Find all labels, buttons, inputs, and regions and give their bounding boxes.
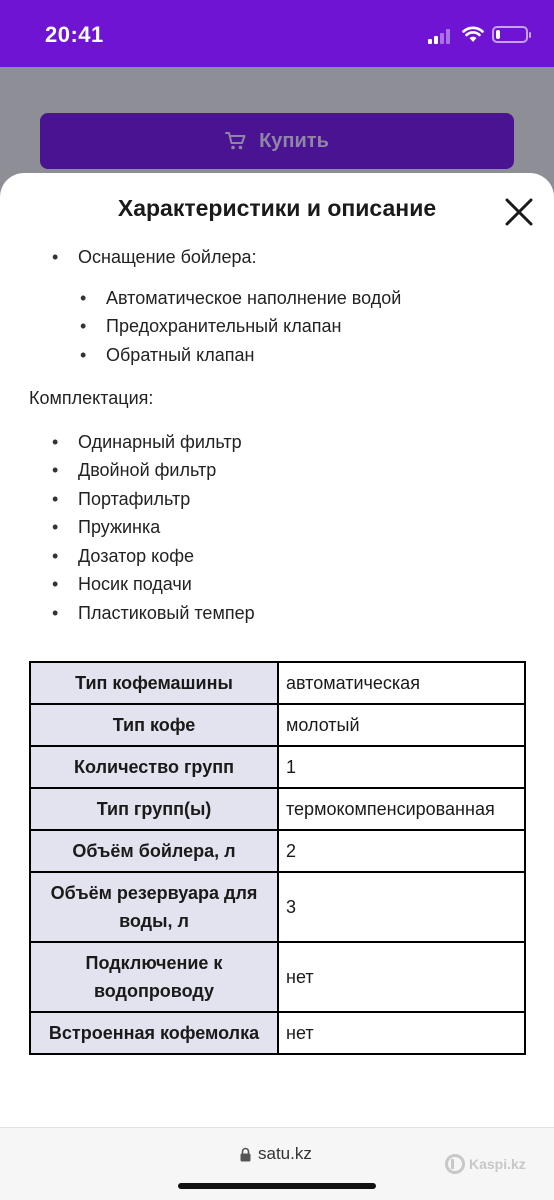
table-row: [30, 942, 525, 1012]
spec-value: термокомпенсированная: [278, 788, 525, 830]
spec-key: Подключение к водопроводу: [30, 942, 278, 1012]
table-row: [30, 830, 525, 872]
kit-list: [78, 428, 526, 628]
status-bar: [0, 0, 554, 67]
boiler-equipment-list: [106, 284, 526, 370]
battery-icon: [492, 26, 528, 43]
sheet-title: Характеристики и описание: [117, 195, 437, 221]
buy-button[interactable]: [40, 113, 514, 169]
list-item: • Портафильтр: [78, 485, 526, 514]
table-row: [30, 788, 525, 830]
url-address[interactable]: satu.kz: [258, 1144, 312, 1163]
list-item: • Одинарный фильтр: [78, 428, 526, 457]
spec-value: молотый: [278, 704, 525, 746]
characteristics-sheet: [0, 173, 554, 1200]
list-item: • Обратный клапан: [106, 341, 526, 370]
spec-key: Тип кофемашины: [30, 662, 278, 704]
list-item: • Пластиковый темпер: [78, 599, 526, 628]
spec-key: Объём резервуара для воды, л: [30, 872, 278, 942]
table-row: [30, 662, 525, 704]
status-time: 20:41: [45, 22, 104, 47]
list-item: • Двойной фильтр: [78, 456, 526, 485]
kaspi-watermark: [445, 1154, 526, 1174]
spec-value: 3: [278, 872, 525, 942]
spec-value: нет: [278, 1012, 525, 1054]
spec-value: автоматическая: [278, 662, 525, 704]
table-row: [30, 746, 525, 788]
kit-title: Комплектация:: [29, 388, 154, 408]
table-row: [30, 872, 525, 942]
buy-button-label: Купить: [259, 129, 329, 152]
table-row: [30, 704, 525, 746]
spec-key: Встроенная кофемолка: [30, 1012, 278, 1054]
cart-icon: [225, 131, 247, 151]
list-item: • Дозатор кофе: [78, 542, 526, 571]
spec-key: Количество групп: [30, 746, 278, 788]
close-button[interactable]: [500, 193, 538, 231]
close-icon: [500, 193, 538, 231]
browser-bottom-bar: [0, 1127, 554, 1200]
list-item: • Автоматическое наполнение водой: [106, 284, 526, 313]
spec-key: Объём бойлера, л: [30, 830, 278, 872]
lock-icon: [240, 1147, 251, 1162]
home-indicator[interactable]: [178, 1183, 376, 1189]
spec-key: Тип кофе: [30, 704, 278, 746]
list-item: • Предохранительный клапан: [106, 312, 526, 341]
list-item: • Пружинка: [78, 513, 526, 542]
spec-key: Тип групп(ы): [30, 788, 278, 830]
table-row: [30, 1012, 525, 1054]
spec-value: нет: [278, 942, 525, 1012]
description-content: [29, 243, 526, 627]
spec-value: 2: [278, 830, 525, 872]
wifi-icon: [462, 25, 484, 43]
list-item: • Носик подачи: [78, 570, 526, 599]
kaspi-logo-icon: [445, 1154, 465, 1174]
specs-table: [29, 661, 526, 1055]
kaspi-watermark-text: Kaspi.kz: [469, 1156, 526, 1172]
cellular-signal-icon: [428, 29, 453, 44]
boiler-list: [78, 243, 526, 272]
spec-value: 1: [278, 746, 525, 788]
boiler-equipment-title: • Оснащение бойлера:: [78, 243, 526, 272]
